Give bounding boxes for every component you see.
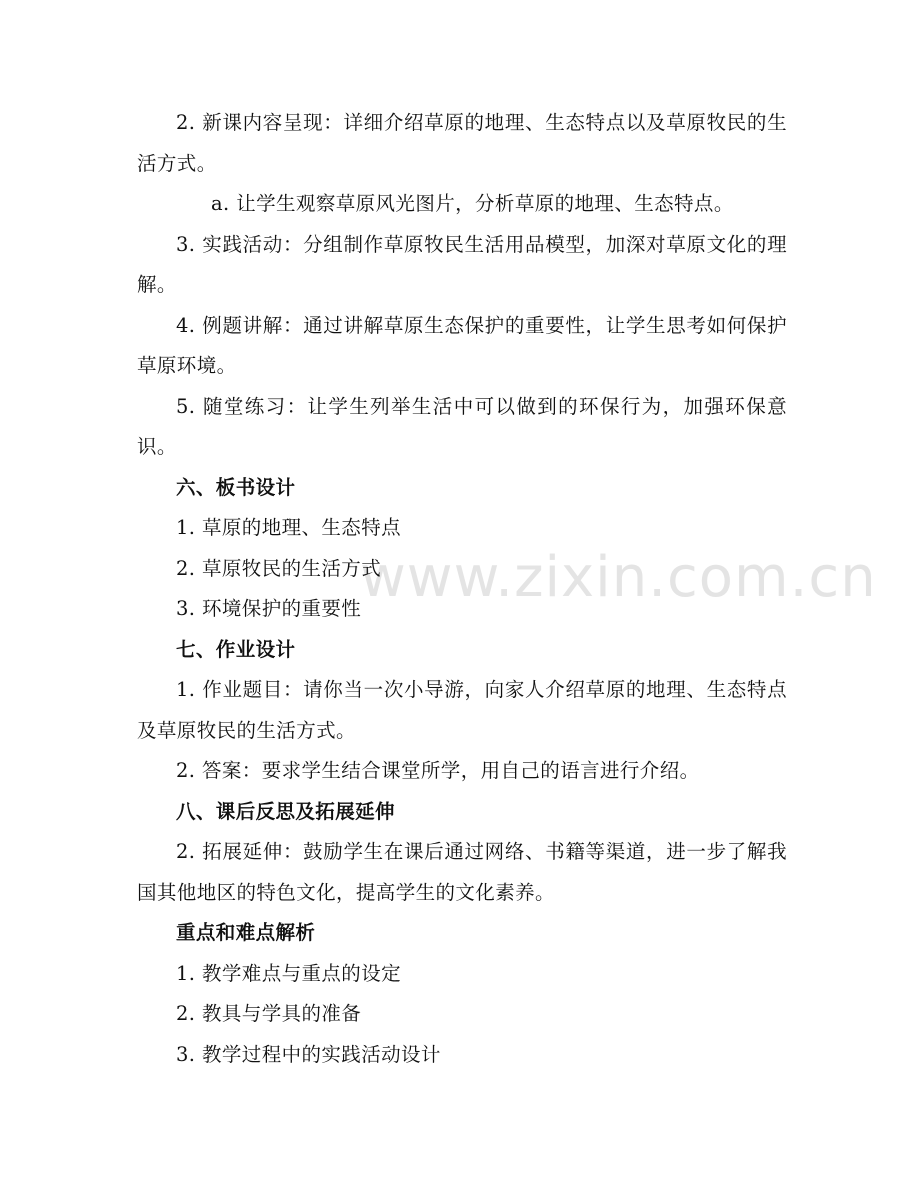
paragraph: 5. 随堂练习：让学生列举生活中可以做到的环保行为，加强环保意识。	[137, 394, 787, 458]
paragraph: 4. 例题讲解：通过讲解草原生态保护的重要性，让学生思考如何保护草原环境。	[137, 313, 787, 377]
paragraph: 2. 教具与学具的准备	[176, 1002, 362, 1025]
section-heading: 重点和难点解析	[176, 921, 316, 944]
paragraph: 3. 教学过程中的实践活动设计	[176, 1042, 441, 1066]
paragraph: 1. 教学难点与重点的设定	[176, 961, 402, 985]
document-body	[137, 103, 787, 1075]
sub-paragraph: a. 让学生观察草原风光图片，分析草原的地理、生态特点。	[211, 192, 734, 215]
paragraph: 2. 拓展延伸：鼓励学生在课后通过网络、书籍等渠道，进一步了解我国其他地区的特色文化，提高学生的文化素养。	[137, 840, 787, 904]
section-heading: 六、板书设计	[176, 475, 296, 499]
paragraph: 1. 草原的地理、生态特点	[176, 516, 402, 539]
paragraph: 2. 新课内容呈现：详细介绍草原的地理、生态特点以及草原牧民的生活方式。	[137, 111, 787, 175]
paragraph: 3. 环境保护的重要性	[176, 597, 362, 620]
watermark: www.zixin.com.cn	[360, 545, 877, 610]
paragraph: 3. 实践活动：分组制作草原牧民生活用品模型，加深对草原文化的理解。	[137, 232, 787, 296]
paragraph: 2. 草原牧民的生活方式	[176, 556, 382, 580]
section-heading: 八、课后反思及拓展延伸	[176, 799, 395, 823]
section-heading: 七、作业设计	[176, 637, 296, 661]
paragraph: 2. 答案：要求学生结合课堂所学，用自己的语言进行介绍。	[176, 759, 700, 782]
paragraph: 1. 作业题目：请你当一次小导游，向家人介绍草原的地理、生态特点及草原牧民的生活方式。	[137, 678, 787, 742]
